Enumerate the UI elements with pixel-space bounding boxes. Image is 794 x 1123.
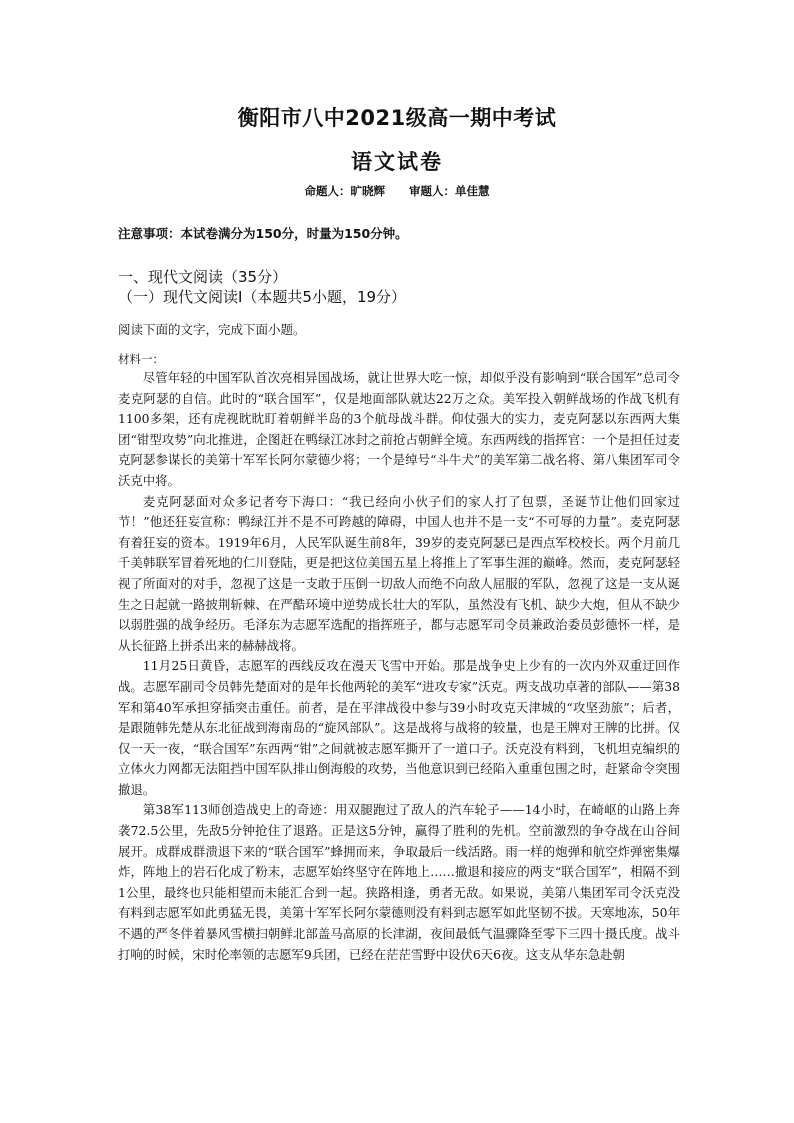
subsection-heading: （一）现代文阅读Ⅰ（本题共5小题，19分） xyxy=(118,288,407,306)
passage-paragraph: 第38军113师创造战史上的奇迹：用双腿跑过了敌人的汽车轮子——14小时，在崎岖的山路上奔袭72.5公里，先敌5分钟抢住了退路。正是这5分钟，赢得了胜利的先机。空前激烈的争夺战在山谷间展开。成群成群溃退下来的“联合国军”蜂拥而来，争取最后一线活路。雨一样的炮弹和航空炸弹密集爆炸，阵地上的岩石化成了粉末，志愿军始终坚守在阵地上……撤退和接应的两支“联合国军”，相隔不到1公里，最终也只能相望而未能汇合到一起。狭路相逢，勇者无敌。如果说，美第八集团军司令沃克没有料到志愿军如此勇猛无畏，美第十军军长阿尔蒙德则没有料到志愿军如此坚韧不拔。天寒地冻，50年不遇的严冬伴着暴风雪横扫朝鲜北部盖马高原的长津湖，夜间最低气温骤降至零下三四十摄氏度。战斗打响的时候，宋时伦率领的志愿军9兵团，已经在茫茫雪野中设伏6天6夜。这支从华东急赴朝 xyxy=(118,802,680,962)
exam-subtitle: 语文试卷 xyxy=(351,150,443,174)
passage-paragraph: 11月25日黄昏，志愿军的西线反攻在漫天飞雪中开始。那是战争史上少有的一次内外双重迂回作战。志愿军副司令员韩先楚面对的是年长他两轮的美军“进攻专家”沃克。两支战功卓著的部队——第38军和第40军承担穿插突击重任。前者，是在平津战役中参与39小时攻克天津城的“攻坚劲旅”；后者，是跟随韩先楚从东北征战到海南岛的“旋风部队”。这是战将与战将的较量，也是王牌对王牌的比拼。仅仅一天一夜，“联合国军”东西两“钳”之间就被志愿军撕开了一道口子。沃克没有料到，飞机坦克编织的立体火力网都无法阻挡中国军队排山倒海般的攻势，当他意识到已经陷入重重包围之时，赶紧命令突围撤退。 xyxy=(118,658,680,797)
reading-instruction: 阅读下面的文字，完成下面小题。 xyxy=(118,322,306,337)
material-label: 材料一： xyxy=(118,352,164,366)
authors-line: 命题人：旷晓辉 审题人：单佳慧 xyxy=(304,184,490,198)
passage-paragraph: 尽管年轻的中国军队首次亮相异国战场，就让世界大吃一惊，却似乎没有影响到“联合国军”总司令麦克阿瑟的自信。此时的“联合国军”，仅是地面部队就达22万之众。美军投入朝鲜战场的作战飞机有1100多架，还有虎视眈眈盯着朝鲜半岛的3个航母战斗群。仰仗强大的实力，麦克阿瑟以东西两大集团“钳型攻势”向北推进，企图赶在鸭绿江冰封之前抢占朝鲜全境。东西两线的指挥官：一个是担任过麦克阿瑟参谋长的美第十军军长阿尔蒙德少将；一个是绰号“斗牛犬”的美军第二战名将、第八集团军司令沃克中将。 xyxy=(118,370,680,488)
passage-paragraph: 麦克阿瑟面对众多记者夸下海口：“我已经向小伙子们的家人打了包票，圣诞节让他们回家过节！”他还狂妄宣称：鸭绿江并不是不可跨越的障碍，中国人也并不是一支“不可辱的力量”。麦克阿瑟有着狂妄的资本。1919年6月，人民军队诞生前8年，39岁的麦克阿瑟已是西点军校校长。两个月前几千美韩联军冒着死地的仁川登陆，更是把这位美国五星上将推上了军事生涯的巅峰。然而，麦克阿瑟轻视了所面对的对手，忽视了这是一支敢于压倒一切敌人而绝不向敌人屈服的军队，忽视了这是一支从诞生之日起就一路披荆斩棘、在严酷环境中逆势成长壮大的军队，虽然没有飞机、缺少大炮，但从不缺少以弱胜强的战争经历。毛泽东为志愿军选配的指挥班子，都与志愿军司令员兼政治委员彭德怀一样，是从长征路上拼杀出来的赫赫战将。 xyxy=(118,493,680,653)
passage-body xyxy=(118,368,680,965)
notice-text: 注意事项：本试卷满分为150分，时量为150分钟。 xyxy=(118,226,408,241)
section-heading: 一、现代文阅读（35分） xyxy=(118,268,288,286)
exam-title: 衡阳市八中2021级高一期中考试 xyxy=(237,106,557,130)
